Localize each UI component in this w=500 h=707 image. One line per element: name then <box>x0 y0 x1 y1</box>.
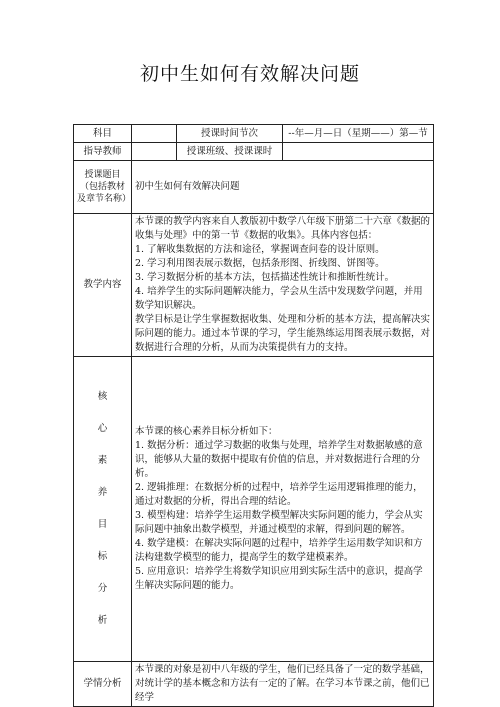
core-label-char: 心 <box>97 423 108 434</box>
class-value <box>283 143 434 161</box>
core-label-char: 标 <box>97 551 108 562</box>
content-item: 2. 学习利用图表展示数据，包括条形图、折线图、饼图等。 <box>135 258 385 269</box>
content-cell <box>132 214 434 357</box>
core-item: 4. 数学建模：在解决实际问题的过程中，培养学生运用数学知识和方法构建数学模型的能力，提高学生的数学建模素养。 <box>135 538 423 563</box>
time-label: 授课时间节次 <box>177 125 283 143</box>
row-topic <box>74 161 434 214</box>
core-label-char: 目 <box>97 519 108 530</box>
core-label-char: 核 <box>97 391 108 402</box>
topic-value: 初中生如何有效解决问题 <box>132 161 434 214</box>
row-teacher <box>74 143 434 161</box>
core-item: 1. 数据分析：通过学习数据的收集与处理，培养学生对数据敏感的意识，能够从大量的数据中提取有价值的信息，并对数据进行合理的分析。 <box>135 440 423 479</box>
content-goal: 教学目标是让学生掌握数据收集、处理和分析的基本方法，提高解决实际问题的能力。通过本节课的学习，学生能熟练运用图表展示数据，对数据进行合理的分析，从而为决策提供有力的支持。 <box>135 314 430 353</box>
core-label-char: 素 <box>97 455 108 466</box>
core-item: 2. 逻辑推理：在数据分析的过程中，培养学生运用逻辑推理的能力，通过对数据的分析，得出合理的结论。 <box>135 482 423 507</box>
teacher-label: 指导教师 <box>74 143 132 161</box>
row-core <box>74 357 434 662</box>
core-label-char: 析 <box>97 615 108 626</box>
core-item: 3. 模型构建：培养学生运用数学模型解决实际问题的能力，学会从实际问题中抽象出数学模型，并通过模型的求解，得到问题的解答。 <box>135 510 423 535</box>
learner-text: 本节课的对象是初中八年级的学生，他们已经具备了一定的数学基础，对统计学的基本概念和方法有一定的了解。在学习本节课之前，他们已经学 <box>132 662 434 707</box>
core-intro: 本节课的核心素养目标分析如下： <box>135 426 278 437</box>
core-label-char: 养 <box>97 487 108 498</box>
topic-label: 授课题目（包括教材及章节名称） <box>74 161 132 214</box>
class-label: 授课班级、授课课时 <box>177 143 283 161</box>
teacher-value <box>132 143 177 161</box>
subject-value <box>132 125 177 143</box>
lesson-plan-table <box>73 124 434 707</box>
core-cell <box>132 357 434 662</box>
row-subject <box>74 125 434 143</box>
core-label <box>74 357 132 662</box>
content-item: 3. 学习数据分析的基本方法，包括描述性统计和推断性统计。 <box>135 272 395 283</box>
document-title: 初中生如何有效解决问题 <box>139 63 360 85</box>
learner-label: 学情分析 <box>74 662 132 707</box>
content-item: 4. 培养学生的实际问题解决能力，学会从生活中发现数学问题，并用数学知识解决。 <box>135 286 423 311</box>
row-learner <box>74 662 434 707</box>
core-item: 5. 应用意识：培养学生将数学知识应用到实际生活中的意识，提高学生解决实际问题的能力。 <box>135 566 423 591</box>
content-item: 1. 了解收集数据的方法和途径，掌握调查问卷的设计原则。 <box>135 244 385 255</box>
content-label: 教学内容 <box>74 214 132 357</box>
core-label-char: 分 <box>97 583 108 594</box>
time-value: --年—月—日（星期——）第—节 <box>283 125 434 143</box>
subject-label: 科目 <box>74 125 132 143</box>
content-intro: 本节课的教学内容来自人教版初中数学八年级下册第二十六章《数据的收集与处理》中的第一节《数据的收集》。具体内容包括： <box>135 216 430 241</box>
row-content <box>74 214 434 357</box>
